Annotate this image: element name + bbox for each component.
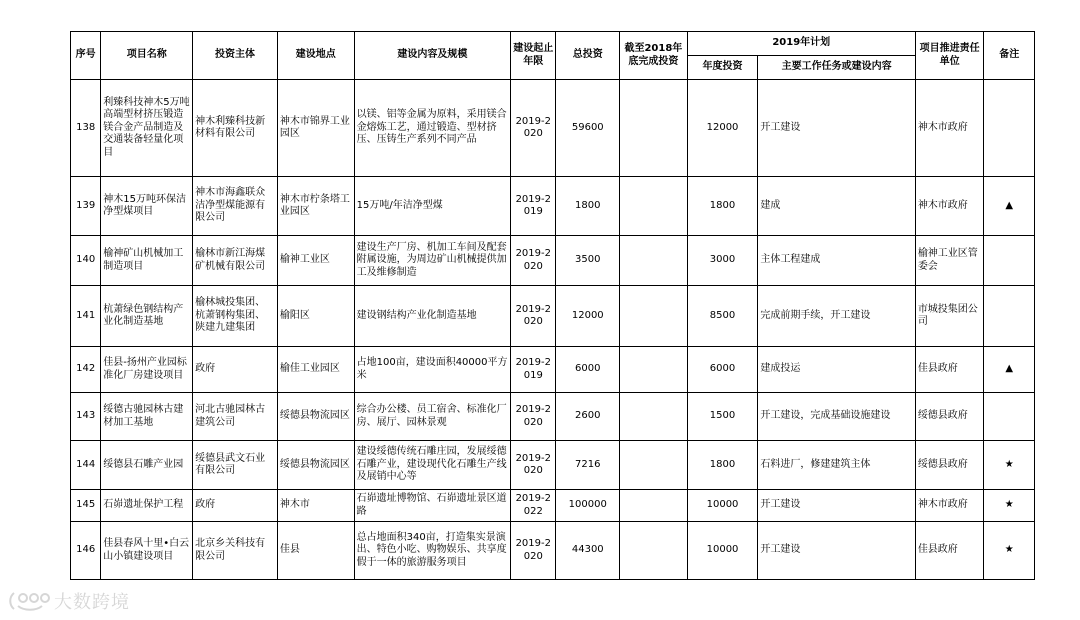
cell-location: 榆阳区 bbox=[277, 286, 354, 347]
cell-annual: 12000 bbox=[687, 80, 758, 177]
header-remark: 备注 bbox=[984, 32, 1035, 80]
cell-name: 佳县-扬州产业园标准化厂房建设项目 bbox=[101, 347, 193, 393]
cell-completed bbox=[620, 393, 688, 441]
cell-remark bbox=[984, 286, 1035, 347]
cell-period: 2019-2020 bbox=[511, 80, 556, 177]
cell-unit: 神木市政府 bbox=[915, 80, 984, 177]
cell-completed bbox=[620, 347, 688, 393]
cell-unit: 神木市政府 bbox=[915, 490, 984, 522]
cell-task: 开工建设，完成基础设施建设 bbox=[758, 393, 915, 441]
cell-content: 石峁遗址博物馆、石峁遗址景区道路 bbox=[354, 490, 510, 522]
cell-completed bbox=[620, 177, 688, 236]
cell-name: 绥德县石雕产业园 bbox=[101, 441, 193, 490]
cell-location: 神木市柠条塔工业园区 bbox=[277, 177, 354, 236]
cell-total: 1800 bbox=[556, 177, 620, 236]
cell-annual: 10000 bbox=[687, 490, 758, 522]
cell-seq: 140 bbox=[71, 236, 101, 286]
cell-annual: 8500 bbox=[687, 286, 758, 347]
cell-annual: 3000 bbox=[687, 236, 758, 286]
cell-location: 榆佳工业园区 bbox=[277, 347, 354, 393]
table-row bbox=[71, 236, 1035, 286]
cell-investor: 神木市海鑫联众洁净型煤能源有限公司 bbox=[193, 177, 278, 236]
cell-content: 综合办公楼、员工宿舍、标准化厂房、展厅、园林景观 bbox=[354, 393, 510, 441]
cell-unit: 神木市政府 bbox=[915, 177, 984, 236]
cell-location: 绥德县物流园区 bbox=[277, 393, 354, 441]
cell-content: 建设绥德传统石雕庄园，发展绥德石雕产业，建设现代化石雕生产线及展销中心等 bbox=[354, 441, 510, 490]
cell-content: 占地100亩，建设面积40000平方米 bbox=[354, 347, 510, 393]
cell-annual: 1800 bbox=[687, 441, 758, 490]
header-tasks: 主要工作任务或建设内容 bbox=[758, 56, 915, 80]
header-period: 建设起止年限 bbox=[511, 32, 556, 80]
cell-unit: 佳县政府 bbox=[915, 347, 984, 393]
cell-unit: 市城投集团公司 bbox=[915, 286, 984, 347]
cell-investor: 北京乡关科技有限公司 bbox=[193, 522, 278, 580]
cell-name: 榆神矿山机械加工制造项目 bbox=[101, 236, 193, 286]
table-row bbox=[71, 177, 1035, 236]
cell-period: 2019-2020 bbox=[511, 236, 556, 286]
watermark-text: 大数跨境 bbox=[54, 592, 130, 613]
cell-seq: 146 bbox=[71, 522, 101, 580]
cell-task: 开工建设 bbox=[758, 522, 915, 580]
cell-location: 绥德县物流园区 bbox=[277, 441, 354, 490]
cell-seq: 141 bbox=[71, 286, 101, 347]
cell-total: 2600 bbox=[556, 393, 620, 441]
cell-content: 总占地面积340亩，打造集实景演出、特色小吃、购物娱乐、共享度假于一体的旅游服务项目 bbox=[354, 522, 510, 580]
cell-unit: 绥德县政府 bbox=[915, 393, 984, 441]
header-seq: 序号 bbox=[71, 32, 101, 80]
cell-completed bbox=[620, 441, 688, 490]
cell-investor: 榆林市新江海煤矿机械有限公司 bbox=[193, 236, 278, 286]
cell-seq: 144 bbox=[71, 441, 101, 490]
cell-content: 建设钢结构产业化制造基地 bbox=[354, 286, 510, 347]
cell-period: 2019-2022 bbox=[511, 490, 556, 522]
cell-period: 2019-2020 bbox=[511, 522, 556, 580]
header-completed-2018: 截至2018年底完成投资 bbox=[620, 32, 688, 80]
cell-name: 神木15万吨环保洁净型煤项目 bbox=[101, 177, 193, 236]
cell-remark: ★ bbox=[984, 522, 1035, 580]
cell-location: 神木市锦界工业园区 bbox=[277, 80, 354, 177]
cell-content: 建设生产厂房、机加工车间及配套附属设施，为周边矿山机械提供加工及维修制造 bbox=[354, 236, 510, 286]
cell-completed bbox=[620, 236, 688, 286]
cell-annual: 10000 bbox=[687, 522, 758, 580]
cell-seq: 143 bbox=[71, 393, 101, 441]
cell-name: 绥德古驰园林古建材加工基地 bbox=[101, 393, 193, 441]
cell-task: 建成 bbox=[758, 177, 915, 236]
cell-period: 2019-2019 bbox=[511, 347, 556, 393]
cell-location: 神木市 bbox=[277, 490, 354, 522]
header-investor: 投资主体 bbox=[193, 32, 278, 80]
table-row bbox=[71, 80, 1035, 177]
cell-completed bbox=[620, 490, 688, 522]
cell-period: 2019-2020 bbox=[511, 286, 556, 347]
cell-period: 2019-2020 bbox=[511, 393, 556, 441]
cell-completed bbox=[620, 522, 688, 580]
cell-total: 59600 bbox=[556, 80, 620, 177]
cell-location: 榆神工业区 bbox=[277, 236, 354, 286]
header-location: 建设地点 bbox=[277, 32, 354, 80]
cell-remark: ▲ bbox=[984, 177, 1035, 236]
cell-name: 利臻科技神木5万吨高端型材挤压锻造镁合金产品制造及交通装备轻量化项目 bbox=[101, 80, 193, 177]
cell-seq: 138 bbox=[71, 80, 101, 177]
cell-content: 15万吨/年洁净型煤 bbox=[354, 177, 510, 236]
cell-unit: 绥德县政府 bbox=[915, 441, 984, 490]
cell-period: 2019-2019 bbox=[511, 177, 556, 236]
cell-task: 开工建设 bbox=[758, 490, 915, 522]
cell-unit: 榆神工业区管委会 bbox=[915, 236, 984, 286]
cell-task: 开工建设 bbox=[758, 80, 915, 177]
cell-annual: 1500 bbox=[687, 393, 758, 441]
cell-investor: 榆林城投集团、杭萧钢构集团、陕建九建集团 bbox=[193, 286, 278, 347]
cell-remark: ★ bbox=[984, 441, 1035, 490]
cell-remark bbox=[984, 393, 1035, 441]
cell-investor: 神木利臻科技新材料有限公司 bbox=[193, 80, 278, 177]
header-name: 项目名称 bbox=[101, 32, 193, 80]
cell-investor: 河北古驰园林古建筑公司 bbox=[193, 393, 278, 441]
table-row bbox=[71, 522, 1035, 580]
cell-total: 44300 bbox=[556, 522, 620, 580]
logo-icon bbox=[6, 589, 52, 613]
cell-remark: ▲ bbox=[984, 347, 1035, 393]
cell-annual: 6000 bbox=[687, 347, 758, 393]
cell-seq: 139 bbox=[71, 177, 101, 236]
cell-task: 主体工程建成 bbox=[758, 236, 915, 286]
cell-name: 杭萧绿色钢结构产业化制造基地 bbox=[101, 286, 193, 347]
cell-period: 2019-2020 bbox=[511, 441, 556, 490]
cell-investor: 绥德县武文石业有限公司 bbox=[193, 441, 278, 490]
cell-remark bbox=[984, 236, 1035, 286]
cell-completed bbox=[620, 286, 688, 347]
cell-remark bbox=[984, 80, 1035, 177]
cell-investor: 政府 bbox=[193, 347, 278, 393]
table-row bbox=[71, 441, 1035, 490]
table-row bbox=[71, 490, 1035, 522]
cell-unit: 佳县政府 bbox=[915, 522, 984, 580]
cell-seq: 145 bbox=[71, 490, 101, 522]
cell-completed bbox=[620, 80, 688, 177]
header-unit: 项目推进责任单位 bbox=[915, 32, 984, 80]
cell-content: 以镁、铝等金属为原料，采用镁合金熔炼工艺，通过锻造、型材挤压、压铸生产系列不同产品 bbox=[354, 80, 510, 177]
table-row bbox=[71, 347, 1035, 393]
cell-location: 佳县 bbox=[277, 522, 354, 580]
watermark bbox=[6, 588, 130, 614]
cell-task: 完成前期手续，开工建设 bbox=[758, 286, 915, 347]
table-row bbox=[71, 393, 1035, 441]
cell-name: 石峁遗址保护工程 bbox=[101, 490, 193, 522]
cell-annual: 1800 bbox=[687, 177, 758, 236]
cell-total: 12000 bbox=[556, 286, 620, 347]
cell-task: 建成投运 bbox=[758, 347, 915, 393]
project-table bbox=[70, 31, 1035, 580]
cell-total: 7216 bbox=[556, 441, 620, 490]
cell-total: 3500 bbox=[556, 236, 620, 286]
cell-seq: 142 bbox=[71, 347, 101, 393]
cell-investor: 政府 bbox=[193, 490, 278, 522]
cell-name: 佳县春风十里•白云山小镇建设项目 bbox=[101, 522, 193, 580]
cell-task: 石料进厂，修建建筑主体 bbox=[758, 441, 915, 490]
cell-total: 6000 bbox=[556, 347, 620, 393]
cell-remark: ★ bbox=[984, 490, 1035, 522]
header-total: 总投资 bbox=[556, 32, 620, 80]
header-annual: 年度投资 bbox=[687, 56, 758, 80]
header-plan-2019: 2019年计划 bbox=[687, 32, 915, 56]
table-row bbox=[71, 286, 1035, 347]
header-content: 建设内容及规模 bbox=[354, 32, 510, 80]
cell-total: 100000 bbox=[556, 490, 620, 522]
